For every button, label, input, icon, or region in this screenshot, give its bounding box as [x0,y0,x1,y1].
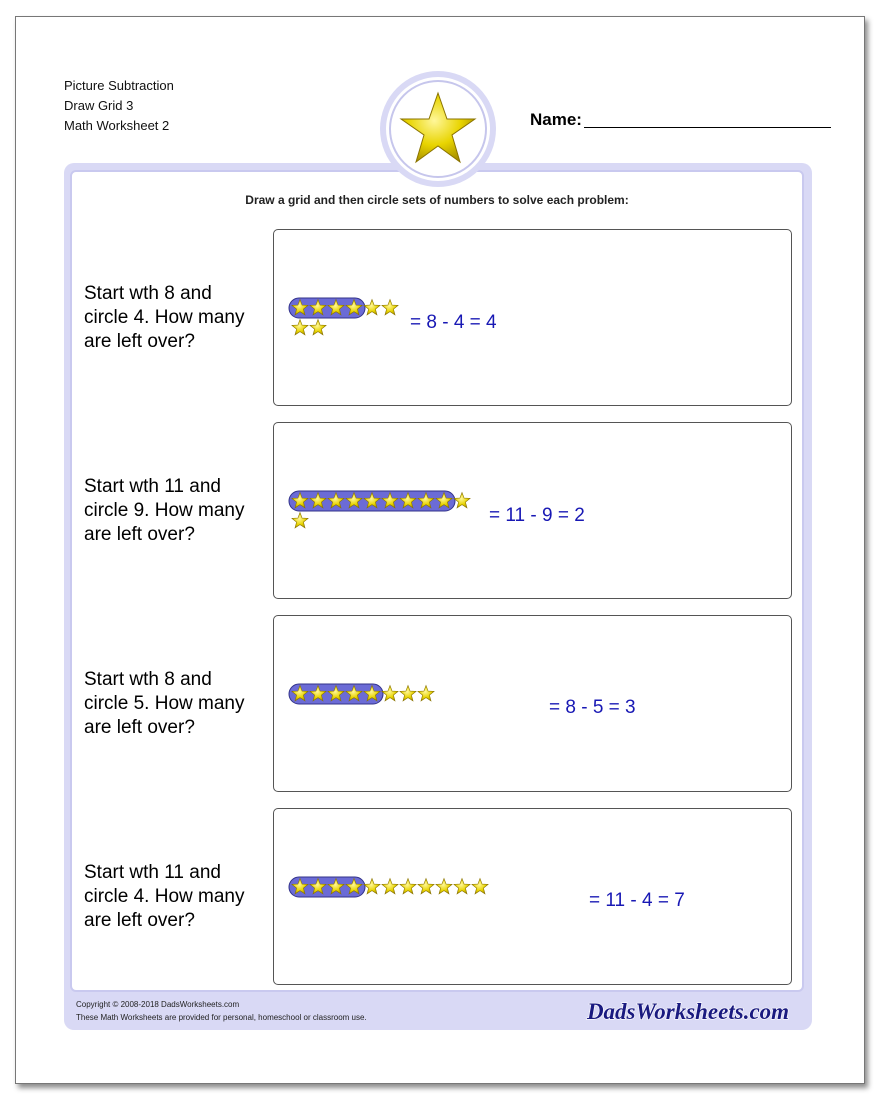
problem-3-line-3: are left over? [84,717,195,738]
problem-1-text [84,282,264,354]
worksheet-title [64,76,174,136]
star-grid [274,230,793,407]
answer-box[interactable] [273,808,792,985]
equation: = 8 - 4 = 4 [410,312,497,333]
star-icon [382,879,398,894]
problem-4-line-3: are left over? [84,910,195,931]
problem-2-line-1: Start wth 11 and [84,476,221,497]
star-icon [382,686,398,701]
equation: = 11 - 4 = 7 [589,890,685,911]
star-icon [400,879,416,894]
answer-box[interactable] [273,615,792,792]
title-line-2: Draw Grid 3 [64,98,134,113]
problem-4-text [84,861,264,933]
problem-2-text [84,475,264,547]
problem-2-line-3: are left over? [84,524,195,545]
instructions: Draw a grid and then circle sets of numbers to solve each problem: [245,193,629,207]
star-icon [310,320,326,335]
star-icon [292,320,308,335]
star-icon [454,879,470,894]
title-line-3: Math Worksheet 2 [64,118,170,133]
problem-4-line-1: Start wth 11 and [84,862,221,883]
problem-2-line-2: circle 9. How many [84,500,245,521]
answer-box[interactable] [273,229,792,406]
star-icon [364,300,380,315]
equation: = 11 - 9 = 2 [489,505,585,526]
copyright: Copyright © 2008-2018 DadsWorksheets.com [76,1000,240,1009]
name-field[interactable] [584,127,831,128]
star-medal [380,71,496,187]
star-icon [400,686,416,701]
star-icon [418,686,434,701]
logo-text: DadsWorksheets.com [586,999,790,1024]
problem-4-line-2: circle 4. How many [84,886,245,907]
title-line-1: Picture Subtraction [64,78,174,93]
star-icon [364,879,380,894]
star-grid [274,809,793,986]
star-icon [436,879,452,894]
star-icon [398,89,478,167]
star-icon [472,879,488,894]
star-grid [274,616,793,793]
star-icon [418,879,434,894]
star-icon [382,300,398,315]
problem-3-text [84,668,264,740]
equation: = 8 - 5 = 3 [549,697,636,718]
dadsworksheets-logo [578,993,798,1027]
star-icon [292,513,308,528]
problem-1-line-1: Start wth 8 and [84,283,212,304]
problem-3-line-2: circle 5. How many [84,693,245,714]
star-icon [454,493,470,508]
problem-1-line-3: are left over? [84,331,195,352]
footer-text [76,998,367,1024]
name-label: Name: [530,110,582,129]
problem-1-line-2: circle 4. How many [84,307,245,328]
usage-notice: These Math Worksheets are provided for personal, homeschool or classroom use. [76,1013,367,1022]
problem-3-line-1: Start wth 8 and [84,669,212,690]
